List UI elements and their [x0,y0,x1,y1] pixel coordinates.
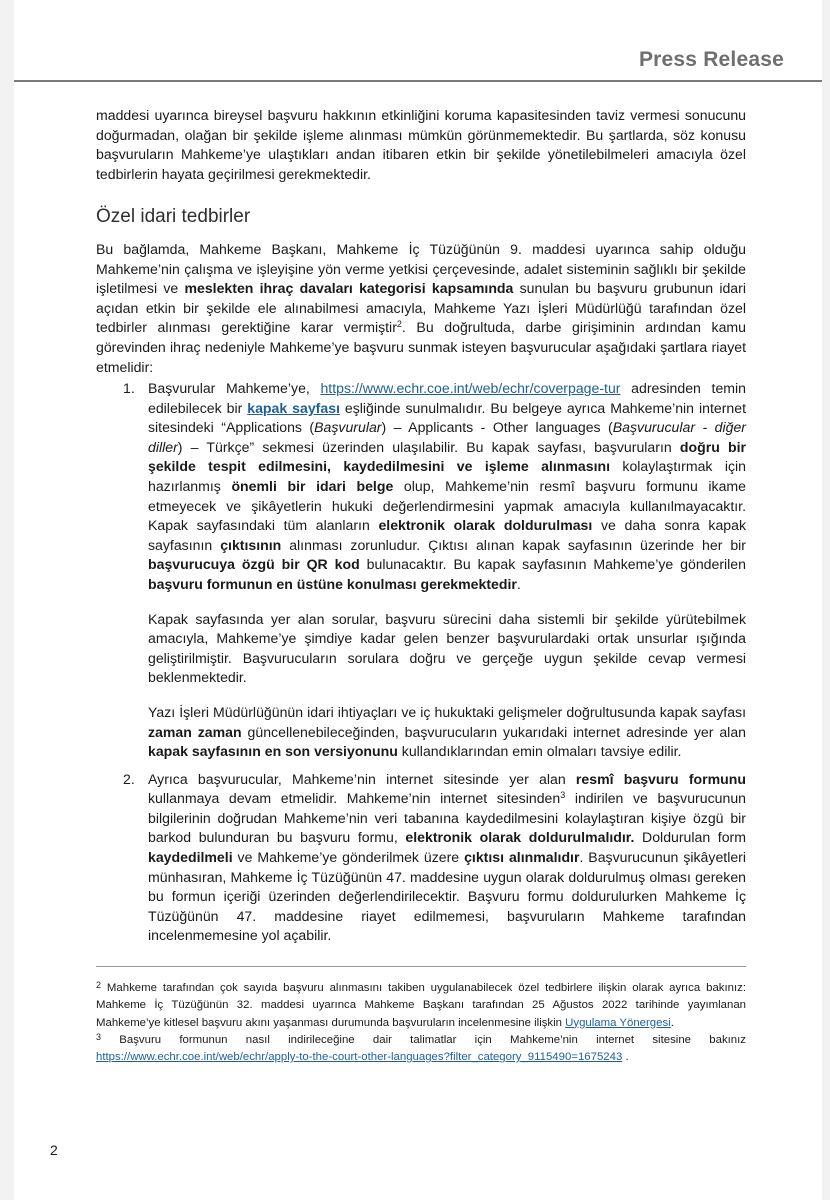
intro-paragraph: maddesi uyarınca bireysel başvuru hakkının etkinliğini koruma kapasitesinden taviz vermesi sonucunu doğurmadan, olağan bir şekilde işleme alınması mümkün görünmemektedir. Bu şartlarda, söz konusu başvuruların Mahkeme’ye ulaştıkları andan itibaren etkin bir şekilde yönetilebilmeleri amacıyla özel tedbirlerin hayata geçirilmesi gerekmektedir. [96,107,746,182]
footnote-ref-2[interactable]: 2 [396,319,402,330]
document-page [14,0,822,1200]
press-release-title: Press Release [638,48,784,71]
item2-paragraph: Ayrıca başvurucular, Mahkeme’nin internet sitesinde yer alan resmî başvuru formunu kullanmaya devam etmelidir. Mahkeme’nin internet sitesinden$^3$ indirilen ve başvurucunun bilgilerinin doğrudan Mahkeme’nin veri tabanına kaydedilmesini kolaylaştıran kişiye özgü bir barkod bulunduran bu başvuru formu, elektronik olarak doldurulmalıdır. Doldurulan form kaydedilmeli ve Mahkeme’ye gönderilmek üzere çıktısı alınmalıdır. Başvurucunun şikâyetleri münhasıran, Mahkeme İç Tüzüğünün 47. maddesine uygun olarak doldurulmuş olması gereken bu formun içeriği üzerinden değerlendirilecektir. Başvuru formu doldurulurken Mahkeme İç Tüzüğünün 47. maddesine riayet edilmemesi, başvuruların Mahkeme tarafından incelenmemesine yol açabilir. [148,770,746,944]
list-item-2 [96,770,746,946]
item1-paragraph3: Yazı İşleri Müdürlüğünün idari ihtiyaçları ve iç hukuktaki gelişmeler doğrultusunda kapak sayfası zaman zaman güncellenebileceğinden, başvurucuların yukarıdaki internet adresinde yer alan kapak sayfasının en son versiyonunu kullandıklarından emin olmaları tavsiye edilir. [148,703,746,760]
list-number: 1. [123,380,135,396]
footnotes [96,980,746,1066]
section-paragraph: Bu bağlamda, Mahkeme Başkanı, Mahkeme İç Tüzüğünün 9. maddesi uyarınca sahip olduğu Mahkeme’nin çalışma ve işleyişine yön verme yetkisi çerçevesinde, adalet sisteminin sağlıklı bir şekilde işletilmesi ve meslekten ihraç davaları kategorisi kapsamında sunulan bu başvuru grubunun idari açıdan etkin bir şekilde ele alınabilmesi amacıyla, Mahkeme Yazı İşleri Müdürlüğü tarafından özel tedbirler alınması gerektiğine karar vermiştir$^2$. Bu doğrultuda, darbe girişiminin ardından kamu görevinden ihraç nedeniyle Mahkeme’ye başvuru sunmak isteyen başvurucular aşağıdaki şartlara riayet etmelidir: [96,241,746,375]
footnote-divider [96,966,746,967]
section-heading: Özel idari tedbirler [96,206,251,227]
list-number: 2. [123,770,135,787]
item1-paragraph2: Kapak sayfasında yer alan sorular, başvuru sürecini daha sistemli bir şekilde yürütebilmek amacıyla, Mahkeme’ye şimdiye kadar gelen benzer başvurulardaki ortak unsurlar ışığında geliştirilmiştir. Başvurucuların sorulara doğru ve gerçeğe uygun şekilde cevap vermesi beklenmektedir. [148,610,746,686]
footnote-ref-3[interactable]: 3 [560,790,566,801]
header-divider [14,80,822,82]
kapak-sayfasi-link[interactable]: kapak sayfası [247,399,340,416]
item1-paragraph1: Başvurular Mahkeme’ye, https://www.echr.coe.int/web/echr/coverpage-tur adresinden temin edilebilecek bir kapak sayfası eşliğinde sunulmalıdır. Bu belgeye ayrıca Mahkeme’nin internet sitesindeki “Applications (Başvurular) – Applicants - Other languages (Başvurucular - diğer diller) – Türkçe” sekmesi üzerinden ulaşılabilir. Bu kapak sayfası, başvuruların doğru bir şekilde tespit edilmesini, kaydedilmesini ve işleme alınmasını kolaylaştırmak için hazırlanmış önemli bir idari belge olup, Mahkeme’nin resmî başvuru formunu ikame etmeyecek ve şikâyetlerin hukuki değerlendirmesini yapmak amacıyla kullanılmayacaktır. Kapak sayfasındaki tüm alanların elektronik olarak doldurulması ve daha sonra kapak sayfasının çıktısının alınması zorunludur. Çıktısı alınan kapak sayfasının üzerinde her bir başvurucuya özgü bir QR kod bulunacaktır. Bu kapak sayfasının Mahkeme’ye gönderilen başvuru formunun en üstüne konulması gerekmektedir. [148,380,747,592]
requirements-list [96,379,746,954]
page-number: 2 [50,1142,58,1158]
list-item-1 [96,379,746,762]
uygulama-yonergesi-link[interactable]: Uygulama Yönergesi [565,1016,671,1029]
apply-other-languages-link[interactable]: https://www.echr.coe.int/web/echr/apply-to-the-court-other-languages?filter_category_9115490=1675243 [96,1051,623,1064]
footnote-2: $^2$ Mahkeme tarafından çok sayıda başvuru alınmasını takiben uygulanabilecek özel tedbirlere ilişkin olarak ayrıca bakınız: Mahkeme İç Tüzüğünün 32. maddesi uyarınca Mahkeme Başkanı tarafından 25 Ağustos 2022 tarihinde yayımlanan Mahkeme’ye kitlesel başvuru akını yaşanması durumunda başvuruların incelenmesine ilişkin Uygulama Yönergesi. [96,980,746,1029]
coverpage-link[interactable]: https://www.echr.coe.int/web/echr/coverpage-tur [320,380,621,396]
footnote-3: $^3$ Başvuru formunun nasıl indirileceğine dair talimatlar için Mahkeme’nin internet sitesine bakınız https://www.echr.coe.int/web/echr/apply-to-the-court-other-languages?filter_category_9115490=1675243 . [96,1031,746,1064]
